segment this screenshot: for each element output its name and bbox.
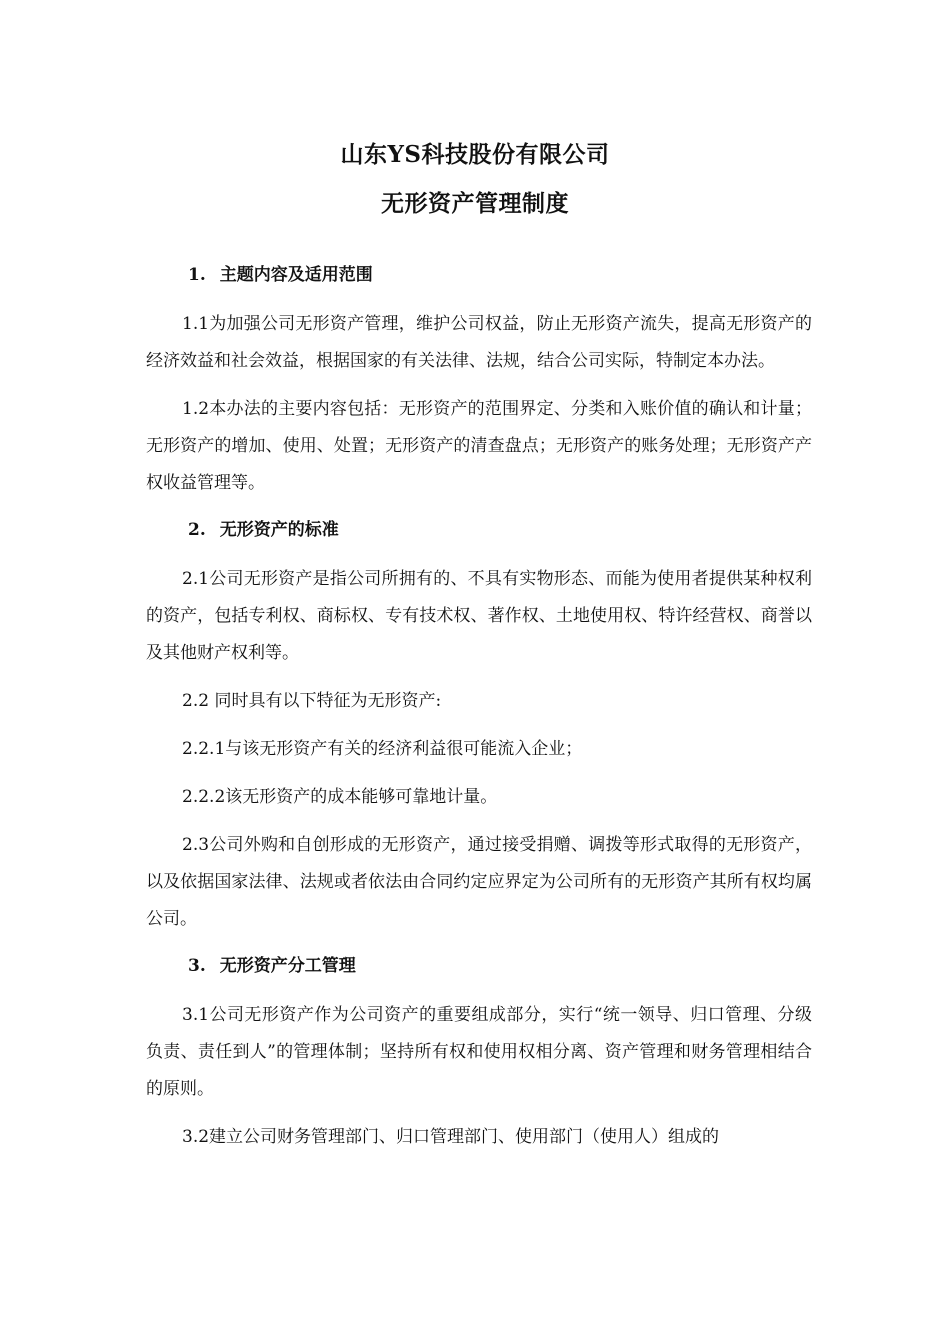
section-number: 2. [188,520,206,540]
paragraph: 3.1公司无形资产作为公司资产的重要组成部分，实行“统一领导、归口管理、分级负责、责任到人”的管理体制；坚持所有权和使用权相分离、资产管理和财务管理相结合的原则。 [146,1005,812,1099]
paragraph: 2.1公司无形资产是指公司所拥有的、不具有实物形态、而能为使用者提供某种权利的资产，包括专利权、商标权、专有技术权、著作权、土地使用权、特许经营权、商誉以及其他财产权利等。 [146,569,812,663]
paragraph: 1.1为加强公司无形资产管理，维护公司权益，防止无形资产流失，提高无形资产的经济效益和社会效益，根据国家的有关法律、法规，结合公司实际，特制定本办法。 [146,314,812,371]
section-heading [146,258,812,292]
company-name: 山东YS科技股份有限公司 [340,141,610,168]
paragraph: 2.2.1与该无形资产有关的经济利益很可能流入企业； [182,739,583,759]
paragraph: 2.3公司外购和自创形成的无形资产，通过接受捐赠、调拨等形式取得的无形资产，以及依据国家法律、法规或者依法由合同约定应界定为公司所有的无形资产其所有权均属公司。 [146,835,812,929]
section-number: 1. [188,265,206,285]
section-title: 无形资产分工管理 [219,956,356,976]
section-title: 主题内容及适用范围 [219,265,373,285]
paragraph: 2.2 同时具有以下特征为无形资产: [182,691,442,711]
document-body [146,258,812,1167]
paragraph: 2.2.2该无形资产的成本能够可靠地计量。 [182,787,498,807]
document-title: 无形资产管理制度 [381,190,569,217]
section-title: 无形资产的标准 [219,520,339,540]
paragraph: 1.2本办法的主要内容包括：无形资产的范围界定、分类和入账价值的确认和计量；无形资产的增加、使用、处置；无形资产的清查盘点；无形资产的账务处理；无形资产产权收益管理等。 [146,399,812,493]
paragraph: 3.2建立公司财务管理部门、归口管理部门、使用部门（使用人）组成的 [182,1127,720,1147]
section-heading [146,949,812,983]
section-heading [146,513,812,547]
section-number: 3. [188,956,206,976]
